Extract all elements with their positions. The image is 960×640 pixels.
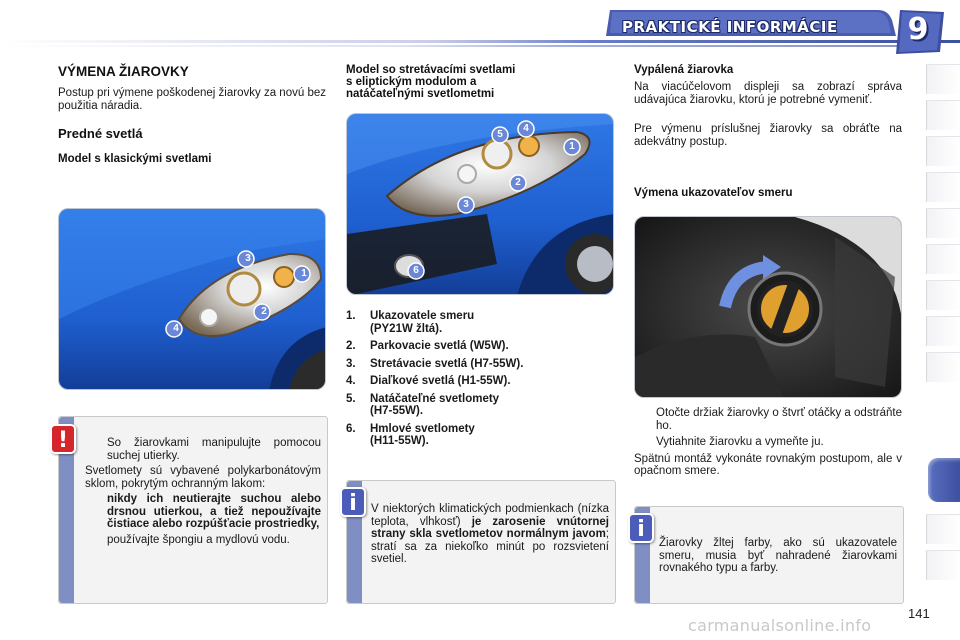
reassembly-text: Spätnú montáž vykonáte rovnakým postupom, ale v opačnom smere.: [634, 452, 902, 477]
burnt-bulb-title: Vypálená žiarovka: [634, 64, 734, 76]
item-number: 3.: [346, 357, 356, 370]
callout-label: 1: [301, 268, 307, 279]
indicator-steps: [634, 407, 902, 478]
callout-label: 3: [463, 199, 469, 210]
warning-note-body: [85, 437, 321, 546]
chapter-tab[interactable]: [926, 550, 960, 580]
indicator-bulb-photo: [634, 216, 902, 398]
subsection-title: Predné svetlá: [58, 126, 143, 141]
step-bullet: [634, 436, 902, 449]
info-note-body: Žiarovky žltej farby, ako sú ukazovatele smeru, musia byť nahradené žiarovkami rovnakého typu a farby.: [659, 537, 897, 574]
chapter-number: 9: [907, 12, 929, 47]
item-line: Hmlové svetlomety: [370, 422, 475, 435]
info-text: V niektorých klimatických podmienkach (nízka teplota, vlhkosť): [371, 503, 609, 528]
warning-bullet-text: nikdy ich neutierajte suchou alebo drsnou utierkou, a tiež nepoužívajte čistiace alebo rozpúšťacie prostriedky,: [107, 493, 321, 530]
callout-label: 4: [523, 123, 529, 134]
bulb-list-item: [346, 393, 586, 418]
item-number: 4.: [346, 375, 356, 387]
info-icon: i: [628, 513, 654, 543]
chapter-tab[interactable]: [926, 280, 960, 310]
bulb-list-item: [346, 340, 586, 353]
info-note-yellow-bulbs: [634, 506, 904, 604]
indicator-title: Výmena ukazovateľov smeru: [634, 187, 793, 199]
warning-bullet-text: používajte špongiu a mydlovú vodu.: [107, 533, 290, 546]
item-number: 5.: [346, 392, 356, 405]
chapter-tab[interactable]: [926, 172, 960, 202]
item-line: (H7-55W).: [370, 405, 424, 417]
warning-bullet-text: So žiarovkami manipulujte pomocou suchej utierky.: [107, 437, 321, 462]
title-line: natáčateľnými svetlometmi: [346, 88, 495, 100]
warning-icon: !: [50, 424, 76, 454]
chapter-tab[interactable]: [926, 244, 960, 274]
callout-label: 6: [413, 265, 419, 276]
chapter-tabs: [926, 64, 960, 640]
chapter-tab[interactable]: [926, 514, 960, 544]
step-text: Otočte držiak žiarovky o štvrť otáčky a odstráňte ho.: [656, 407, 902, 432]
burnt-bulb-text: Pre výmenu príslušnej žiarovky sa obráťte na adekvátny postup.: [634, 123, 902, 148]
bulb-list-item: [346, 375, 586, 388]
callout-label: 1: [569, 141, 575, 152]
item-line: Parkovacie svetlá (W5W).: [370, 340, 509, 352]
warning-bullet: [85, 534, 321, 547]
item-number: 2.: [346, 340, 356, 352]
info-text-bold: je zarosenie vnútornej strany skla svetlometov normálnym javom: [371, 515, 609, 540]
item-line: Ukazovatele smeru: [370, 310, 475, 322]
bulb-list-item: [346, 358, 586, 371]
bulb-list-item: [346, 423, 586, 448]
chapter-tab[interactable]: [926, 100, 960, 130]
page-number: 141: [908, 606, 930, 621]
callout-label: 3: [245, 253, 251, 264]
chapter-tab[interactable]: [926, 64, 960, 94]
page-header-title: PRAKTICKÉ INFORMÁCIE: [622, 18, 838, 36]
item-number: 1.: [346, 310, 356, 322]
callout-label: 5: [497, 129, 503, 140]
model-elliptic-title: [346, 64, 596, 100]
warning-paragraph: Svetlomety sú vybavené polykarbonátovým sklom, pokrytým ochranným lakom:: [85, 465, 321, 490]
photo1-callouts: [58, 208, 326, 390]
item-line: (H11-55W).: [370, 435, 429, 447]
burnt-bulb-text: Na viacúčelovom displeji sa zobrazí správa udávajúca žiarovku, ktorú je potrebné vymeniť.: [634, 81, 902, 106]
item-line: (PY21W žltá).: [370, 322, 443, 335]
model-classic-title: Model s klasickými svetlami: [58, 153, 212, 165]
chapter-tab[interactable]: [926, 136, 960, 166]
callout-label: 2: [261, 306, 267, 317]
warning-note: [58, 416, 328, 604]
step-bullet: [634, 407, 902, 432]
chapter-tab[interactable]: [926, 352, 960, 382]
item-line: Natáčateľné svetlomety: [370, 392, 500, 405]
bulb-list-item: [346, 310, 586, 335]
item-line: Stretávacie svetlá (H7-55W).: [370, 357, 524, 370]
info-text: ; stratí sa za niekoľko minút po rozsvietení svetiel.: [371, 528, 609, 565]
warning-bullet: [85, 437, 321, 462]
info-icon: i: [340, 487, 366, 517]
warning-bullet: [85, 493, 321, 531]
chapter-tab-active[interactable]: [928, 458, 960, 502]
bulb-list: [346, 310, 586, 453]
chapter-tab[interactable]: [926, 316, 960, 346]
title-line: s eliptickým modulom a: [346, 76, 477, 88]
item-line: Diaľkové svetlá (H1-55W).: [370, 375, 511, 387]
section-title: VÝMENA ŽIAROVKY: [58, 64, 189, 79]
watermark: carmanualsonline.info: [688, 616, 872, 635]
info-note-condensation: [346, 480, 616, 604]
callout-label: 4: [173, 323, 179, 334]
chapter-tab[interactable]: [926, 208, 960, 238]
intro-text: Postup pri výmene poškodenej žiarovky za novú bez použitia náradia.: [58, 87, 326, 112]
item-number: 6.: [346, 422, 356, 435]
callout-label: 2: [515, 177, 521, 188]
step-text: Vytiahnite žiarovku a vymeňte ju.: [656, 436, 824, 448]
title-line: Model so stretávacími svetlami: [346, 64, 516, 76]
info-note-body: [371, 503, 609, 566]
